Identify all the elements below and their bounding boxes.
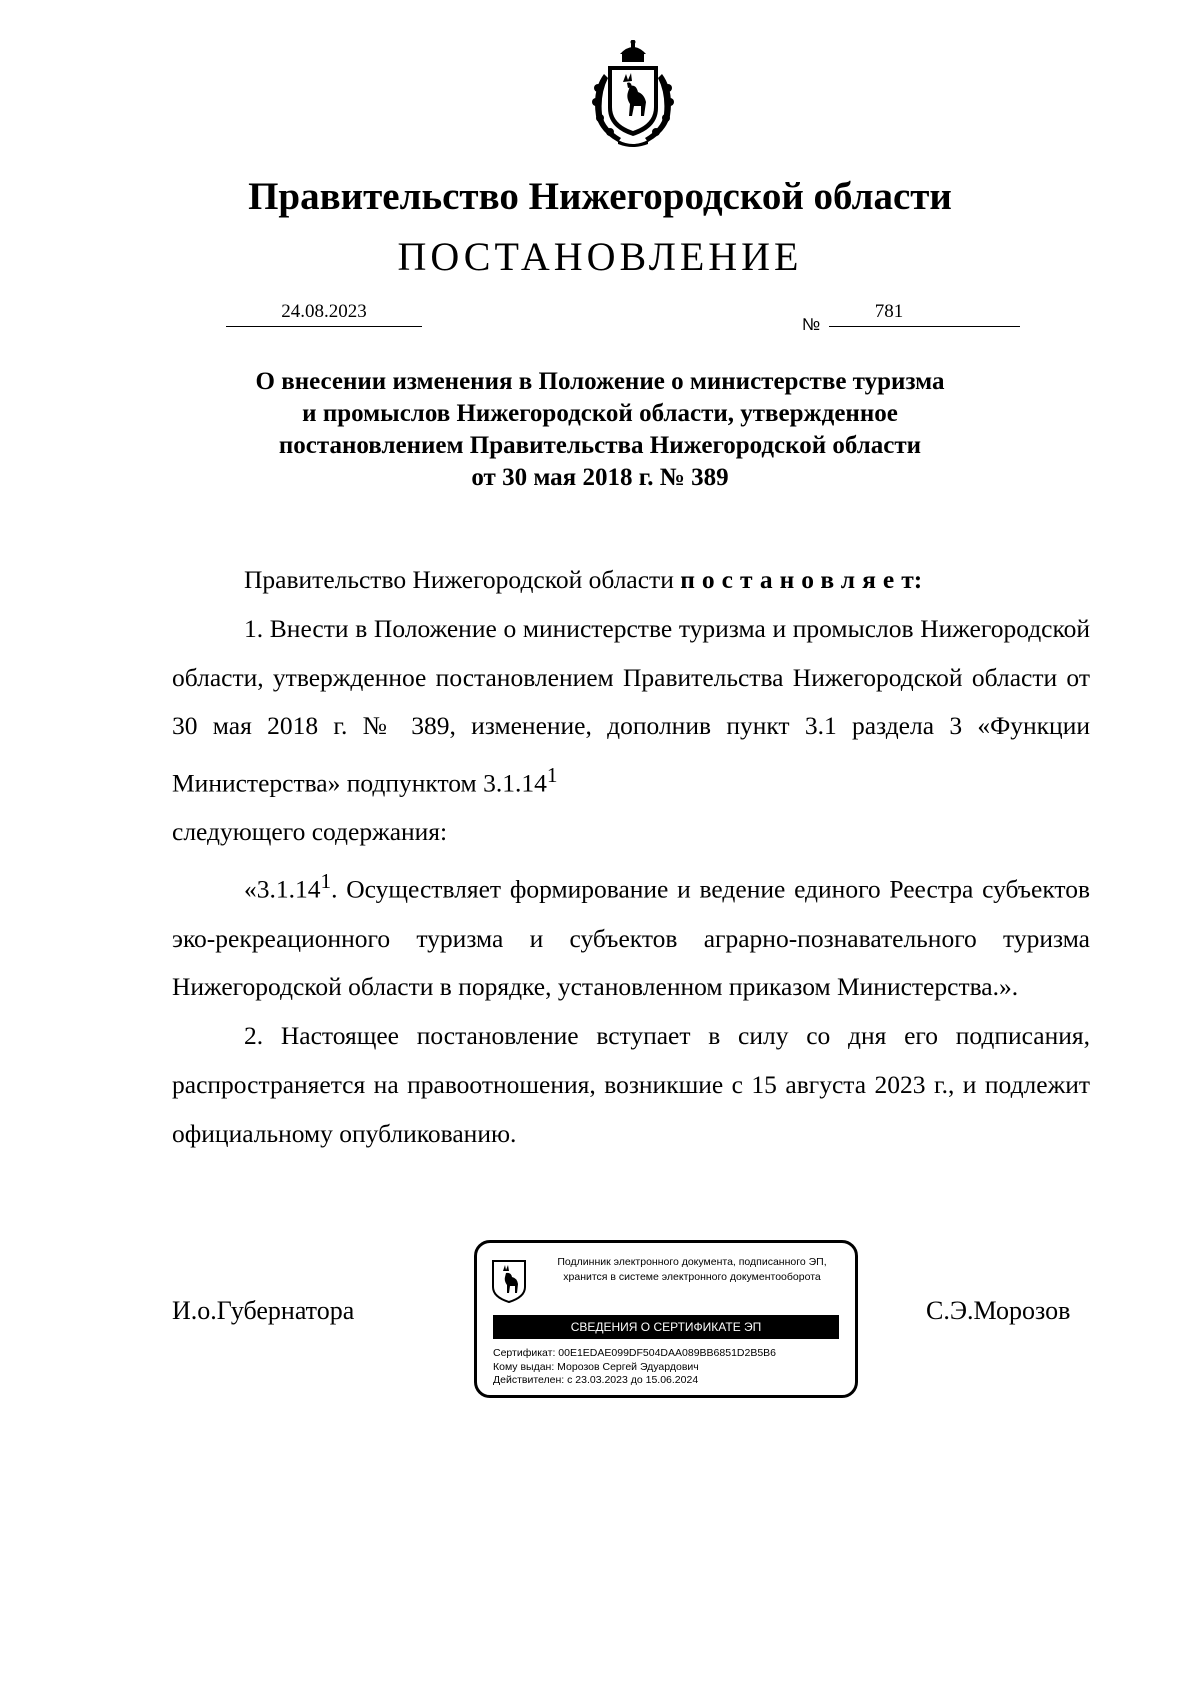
stamp-header bbox=[529, 1255, 855, 1285]
paragraph-1-superscript: 1 bbox=[546, 763, 558, 788]
document-body bbox=[172, 556, 1090, 1159]
preamble-text: Правительство Нижегородской области bbox=[244, 565, 681, 594]
paragraph-2-text: 2. Настоящее постановление вступает в силу со дня его подписания, распространяется на правоотношения, возникшие с 15 августа 2023 г., и подлежит официальному опубликованию. bbox=[172, 1021, 1090, 1148]
certificate-owner: Кому выдан: Морозов Сергей Эдуардович bbox=[493, 1360, 699, 1373]
paragraph-1-text: 1. Внести в Положение о министерстве туризма и промыслов Нижегородской области, утвержденное постановлением Правительства Нижегородской области от 30 мая 2018 г. № 389, изменение, дополнив пункт 3.1 раздела 3 «Функции Министерства» подпунктом 3.1.14 bbox=[172, 613, 1090, 798]
date-underline bbox=[226, 326, 422, 327]
document-number: 781 bbox=[874, 301, 904, 322]
certificate-details bbox=[493, 1347, 843, 1388]
paragraph-1-end: следующего содержания: bbox=[172, 817, 448, 847]
document-type: ПОСТАНОВЛЕНИЕ bbox=[397, 234, 803, 279]
number-label: № bbox=[802, 315, 821, 334]
paragraph-2 bbox=[172, 1012, 1090, 1158]
stamp-header-line: хранится в системе электронного документооборота bbox=[563, 1271, 821, 1283]
document-heading bbox=[160, 366, 1040, 494]
heading-line: О внесении изменения в Положение о министерстве туризма bbox=[255, 368, 945, 395]
organization-title: Правительство Нижегородской области bbox=[248, 175, 952, 218]
quote-superscript: 1 bbox=[320, 869, 332, 894]
certificate-info-bar: СВЕДЕНИЯ О СЕРТИФИКАТЕ ЭП bbox=[493, 1315, 839, 1339]
electronic-signature-stamp bbox=[474, 1240, 858, 1398]
quoted-subclause bbox=[172, 857, 1090, 1012]
deer-emblem-icon bbox=[491, 1259, 527, 1303]
quote-text: . Осуществляет формирование и ведение единого Реестра субъектов эко-рекреационного туризма и субъектов аграрно-познавательного туризма Нижегородской области в порядке, установленном приказом Министерства.». bbox=[172, 874, 1090, 1002]
certificate-validity: Действителен: с 23.03.2023 до 15.06.2024 bbox=[493, 1374, 699, 1386]
stamp-header-line: Подлинник электронного документа, подписанного ЭП, bbox=[557, 1256, 827, 1268]
heading-line: и промыслов Нижегородской области, утвержденное bbox=[302, 400, 898, 427]
quote-start: «3.1.14 bbox=[244, 874, 321, 904]
signer-name: С.Э.Морозов bbox=[926, 1296, 1071, 1325]
paragraph-1 bbox=[172, 605, 1090, 857]
crown-icon bbox=[620, 40, 646, 62]
preamble-verb: постановляе bbox=[680, 565, 902, 594]
heading-line: постановлением Правительства Нижегородской области bbox=[278, 432, 922, 459]
coat-of-arms-emblem bbox=[578, 40, 688, 148]
signer-position: И.о.Губернатора bbox=[172, 1296, 355, 1325]
document-date: 24.08.2023 bbox=[281, 301, 367, 322]
certificate-serial: Сертификат: 00E1EDAE099DF504DAA089BB6851D2B5B6 bbox=[493, 1347, 777, 1359]
heading-line: от 30 мая 2018 г. № 389 bbox=[471, 464, 729, 491]
preamble-paragraph bbox=[172, 556, 1090, 605]
preamble-verb-end: т: bbox=[901, 565, 923, 594]
number-underline bbox=[829, 326, 1020, 327]
